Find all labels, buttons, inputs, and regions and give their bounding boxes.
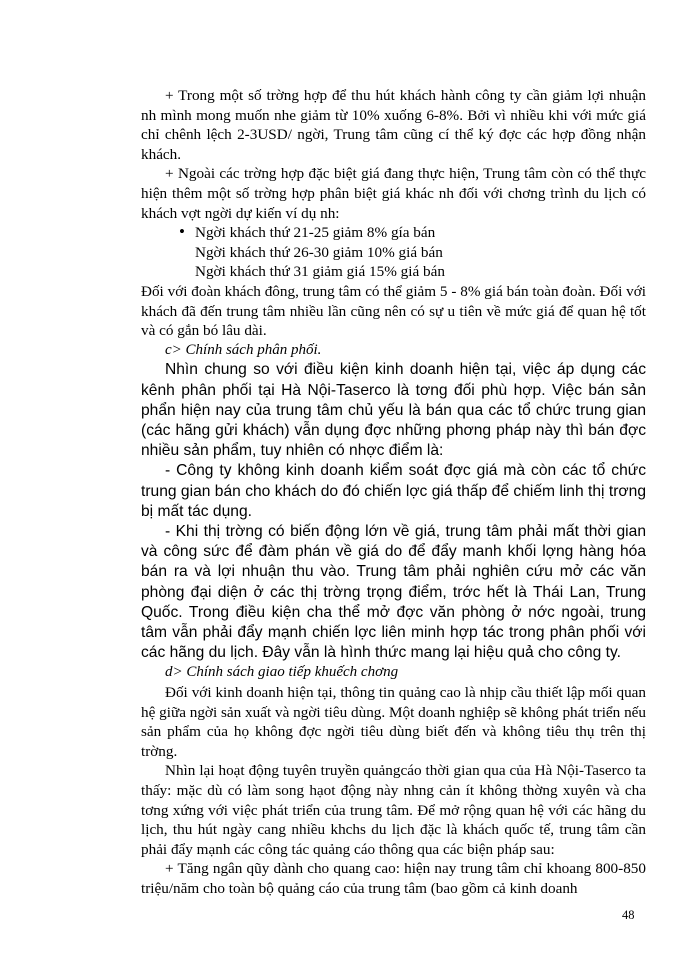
list-item: • Ngời khách thứ 21-25 giảm 8% gía bán <box>195 223 646 243</box>
paragraph-special-cases: + Ngoài các trờng hợp đặc biệt giá đang thực hiện, Trung tâm còn có thể thực hiện thêm một số trờng hợp phân biệt giá khác nh đối với chơng trình du lịch có khách vợt ngời dự kiến ví dụ nh: <box>141 165 646 222</box>
paragraph-price-reduction: + Trong một số trờng hợp để thu hút khách hành công ty cần giảm lợi nhuận nh mình mong muốn nhe giảm từ 10% xuống 6-8%. Bởi vì nhiều khi với mức giá chỉ chênh lệch 2-3USD/ ngời, Trung tâm cũng cí thể ký đợc các hợp đồng nhận khách. <box>141 87 646 163</box>
paragraph-advertising-review: Nhìn lại hoạt động tuyên truyền quảngcáo thời gian qua của Hà Nội-Taserco ta thấy: mặc dù có làm song hạot động này nhng cản ít không thờng xuyên và cha tơng xứng với việc phát triển của trung tâm. Để mở rộng quan hệ với các hãng du lịch, thu hút ngày cang nhiều khchs du lịch đặc là khách quốc tế, trung tâm cần phải đẩy mạnh các công tác quảng cáo thông qua các biện pháp sau: <box>141 762 646 858</box>
paragraph-advertising-budget: + Tăng ngân qũy dành cho quang cao: hiện nay trung tâm chỉ khoang 800-850 triệu/năm cho toàn bộ quảng cáo của trung tâm (bao gồm cả kinh doanh <box>141 860 646 897</box>
discount-list <box>141 223 646 282</box>
paragraph-group-discount: Đối với đoàn khách đông, trung tâm có thể giảm 5 - 8% giá bán toàn đoàn. Đối với khách đã đến trung tâm nhiều lần cũng nên có sự u tiên về mức giá để quan hệ tốt và có gắn bó lâu dài. <box>141 282 646 340</box>
paragraph-distribution-drawback-1: - Công ty không kinh doanh kiểm soát đợc giá mà còn các tổ chức trung gian bán cho khách do đó chiến lợc giá thấp để chiếm linh thị trơng bị mất tác dụng. <box>141 462 646 520</box>
section-heading-distribution: c> Chính sách phân phối. <box>165 341 322 358</box>
paragraph-distribution-drawback-2: - Khi thị trờng có biến động lớn về giá, trung tâm phải mất thời gian và công sức để đàm phán về giá do để đẩy manh khối lợng hàng hóa bán ra và lợi nhuận thu vào. Trung tâm phải nghiên cứu mở các văn phòng đại diện ở các thị trờng trọng điểm, trớc hết là Thái Lan, Trung Quốc. Trong điều kiện cha thể mở đợc văn phòng ở nớc ngoài, trung tâm vẫn phải đẩy mạnh chiến lợc liên minh hợp tác trong phân phối với các hãng du lịch. Đây vẫn là hình thức mang lại hiệu quả cho công ty. <box>141 522 646 662</box>
page-content <box>141 86 646 898</box>
list-item: Ngời khách thứ 26-30 giảm 10% giá bán <box>195 243 443 261</box>
paragraph-distribution-overview: Nhìn chung so với điều kiện kinh doanh hiện tại, việc áp dụng các kênh phân phối tại Hà Nội-Taserco là tơng đối phù hợp. Việc bán sản phẩn hiện nay của trung tâm chủ yếu là bán qua các tổ chức trung gian (các hãng gửi khách) vẫn dụng đợc những phơng pháp này thì bán đợc nhiều sản phẩm, tuy nhiên có nhợc điểm là: <box>141 361 646 460</box>
paragraph-advertising-role: Đối với kinh doanh hiện tại, thông tin quảng cao là nhịp cầu thiết lập mối quan hệ giữa ngời sản xuất và ngời tiêu dùng. Một doanh nghiệp sẽ không phát triển nếu sản phẩm của họ không đợc ngời tiêu dùng biết đến và không tiêu thụ trên thị trờng. <box>141 683 646 760</box>
page-number: 48 <box>622 908 635 922</box>
list-item: Ngời khách thứ 31 giảm giá 15% giá bán <box>195 263 445 281</box>
section-heading-communication: d> Chính sách giao tiếp khuếch chơng <box>165 664 399 681</box>
